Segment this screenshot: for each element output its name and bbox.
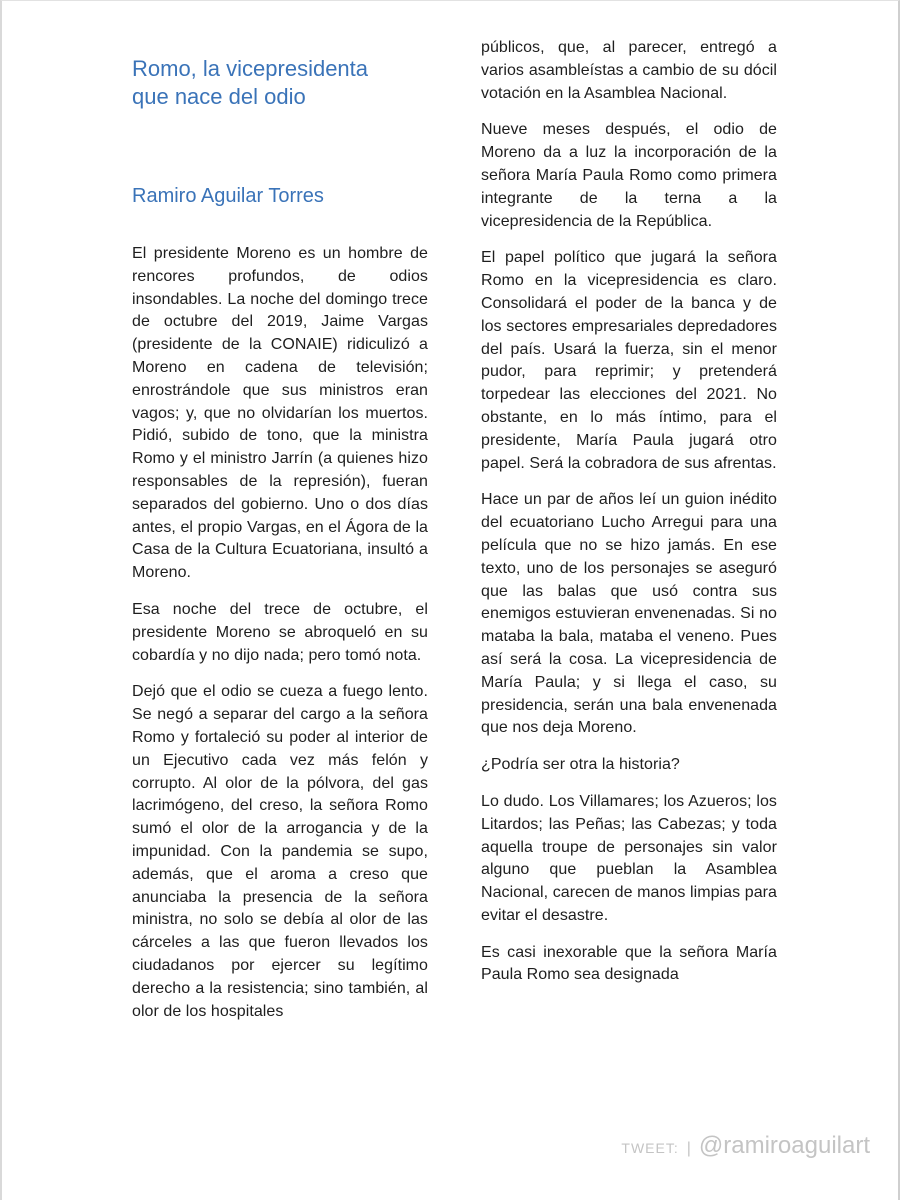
left-column bbox=[132, 55, 428, 1037]
author-name: Ramiro Aguilar Torres bbox=[132, 185, 324, 207]
tweet-footer bbox=[621, 1132, 870, 1160]
tweet-label: TWEET: bbox=[621, 1140, 679, 1156]
right-column bbox=[481, 37, 777, 1001]
paragraph: públicos, que, al parecer, entregó a varios asambleístas a cambio de su dócil votación en la Asamblea Nacional. bbox=[481, 39, 777, 102]
title-line-1: Romo, la vicepresidenta bbox=[132, 56, 369, 81]
paragraph: Nueve meses después, el odio de Moreno da a luz la incorporación de la señora María Paula Romo como primera integrante de la terna a la vicepresidencia de la República. bbox=[481, 121, 777, 230]
paragraph: Es casi inexorable que la señora María Paula Romo sea designada bbox=[481, 943, 777, 984]
title-line-2: que nace del odio bbox=[132, 84, 306, 109]
question-paragraph: ¿Podría ser otra la historia? bbox=[481, 756, 680, 774]
paragraph: Lo dudo. Los Villamares; los Azueros; los Litardos; las Peñas; las Cabezas; y toda aquella troupe de personajes sin valor alguno que pueblan la Asamblea Nacional, carecen de manos limpias para evitar el desastre. bbox=[481, 792, 777, 924]
article-title bbox=[132, 55, 428, 111]
paragraph: El papel político que jugará la señora Romo en la vicepresidencia es claro. Consolidará el poder de la banca y de los sectores empresariales depredadores del país. Usará la fuerza, sin el menor pudor, para reprimir; y pretenderá torpedear las elecciones del 2021. No obstante, en lo más íntimo, para el presidente, María Paula jugará otro papel. Será la cobradora de sus afrentas. bbox=[481, 249, 777, 472]
twitter-handle[interactable]: @ramiroaguilart bbox=[698, 1132, 870, 1159]
paragraph: Hace un par de años leí un guion inédito del ecuatoriano Lucho Arregui para una película que no se hizo jamás. En ese texto, uno de los personajes se aseguró que las balas que usó contra sus enemigos estuvieran envenenadas. Si no mataba la bala, mataba el veneno. Pues así será la cosa. La vicepresidencia de María Paula; y si llega el caso, su presidencia, serán una bala envenenada que nos deja Moreno. bbox=[481, 491, 777, 737]
footer-separator: | bbox=[686, 1140, 691, 1157]
paragraph: El presidente Moreno es un hombre de rencores profundos, de odios insondables. La noche del domingo trece de octubre del 2019, Jaime Vargas (presidente de la CONAIE) ridiculizó a Moreno en cadena de televisión; enrostrándole que sus ministros eran vagos; y, que no olvidarían los muertos. Pidió, subido de tono, que la ministra Romo y el ministro Jarrín (a quienes hizo responsables de la represión), fueran separados del gobierno. Uno o dos días antes, el propio Vargas, en el Ágora de la Casa de la Cultura Ecuatoriana, insultó a Moreno. bbox=[132, 245, 428, 582]
paragraph: Esa noche del trece de octubre, el presidente Moreno se abroqueló en su cobardía y no dijo nada; pero tomó nota. bbox=[132, 600, 428, 664]
paragraph: Dejó que el odio se cueza a fuego lento. Se negó a separar del cargo a la señora Romo y fortaleció su poder al interior de un Ejecutivo cada vez más felón y corrupto. Al olor de la pólvora, del gas lacrimógeno, del creso, la señora Romo sumó el olor de la arrogancia y de la impunidad. Con la pandemia se supo, además, que el aroma a creso que anunciaba la presencia de la señora ministra, no solo se debía al olor de las cárceles a las que fueron llevados los ciudadanos por ejercer su legítimo derecho a la resistencia; sino también, al olor de los hospitales bbox=[132, 683, 428, 1020]
left-body bbox=[132, 243, 428, 1023]
